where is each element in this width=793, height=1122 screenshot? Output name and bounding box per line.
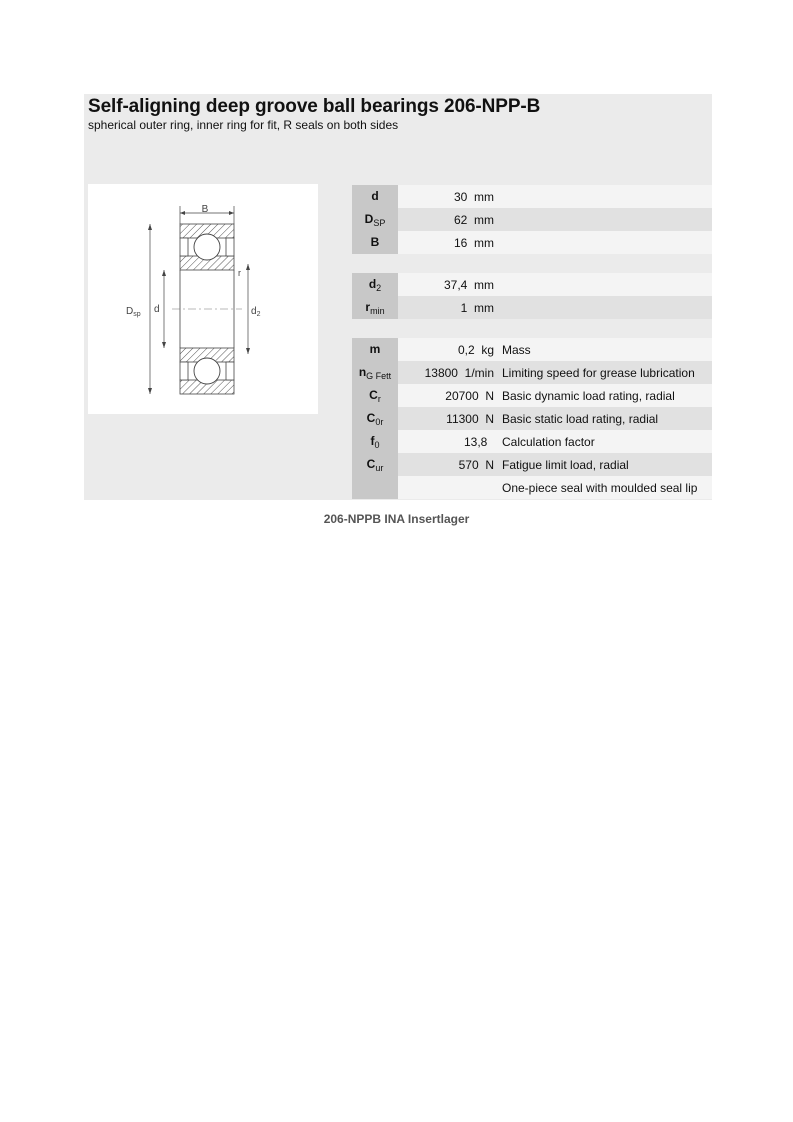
spec-symbol: $C_r$ [352,384,398,407]
dim-label-r: r [238,268,241,278]
spec-value: 11300 N [398,407,500,430]
spec-description: Basic static load rating, radial [500,407,712,430]
spec-symbol: d [352,185,398,208]
dim-label-B: B [201,204,209,215]
spec-row-ngfett [352,361,712,384]
spec-description: Mass [500,338,712,361]
dim-label-d2: d [251,306,257,317]
spec-symbol: $d_2$ [352,273,398,296]
spec-row-cur [352,453,712,476]
product-datasheet [84,94,712,500]
spec-symbol: B [352,231,398,254]
spec-description: One-piece seal with moulded seal lip [500,476,712,499]
spec-row-d2 [352,273,712,296]
spec-table [352,185,712,499]
spec-symbol [352,476,398,499]
spec-row-seal [352,476,712,499]
spec-row-c0r [352,407,712,430]
svg-text:Dsp [126,306,141,318]
dim-label-d: d [154,304,160,315]
spec-value: 37,4 mm [398,273,500,296]
spec-description: Basic dynamic load rating, radial [500,384,712,407]
bearing-cross-section-icon [88,184,318,414]
spec-symbol: $f_0$ [352,430,398,453]
spec-value: 13800 1/min [398,361,500,384]
spec-description [500,208,712,231]
dim-label-Dsp-sub: sp [133,311,141,318]
spec-row-B [352,231,712,254]
spec-symbol: $r_{min}$ [352,296,398,319]
spec-symbol: $C_{ur}$ [352,453,398,476]
spec-symbol: $D_{SP}$ [352,208,398,231]
spec-description [500,273,712,296]
spec-row-d [352,185,712,208]
spec-row-cr [352,384,712,407]
spec-value: 62 mm [398,208,500,231]
spec-description: Fatigue limit load, radial [500,453,712,476]
spec-value: 20700 N [398,384,500,407]
spec-value [398,476,500,499]
spec-symbol: $C_{0r}$ [352,407,398,430]
spec-row-m [352,338,712,361]
spec-description [500,231,712,254]
page-title: Self-aligning deep groove ball bearings 206-NPP-B [88,96,541,117]
page-caption: 206-NPPB INA Insertlager [323,512,470,526]
svg-text:d2 [251,306,261,318]
spec-value: 30 mm [398,185,500,208]
spec-value: 570 N [398,453,500,476]
spec-spacer [352,319,712,338]
spec-value: 0,2 kg [398,338,500,361]
spec-spacer [352,254,712,273]
spec-row-Dsp [352,208,712,231]
spec-description: Limiting speed for grease lubrication [500,361,712,384]
spec-description: Calculation factor [500,430,712,453]
spec-row-f0 [352,430,712,453]
spec-value: 16 mm [398,231,500,254]
spec-row-rmin [352,296,712,319]
page-subtitle: spherical outer ring, inner ring for fit, R seals on both sides [88,118,399,132]
spec-description [500,185,712,208]
spec-symbol: $n_{G Fett}$ [352,361,398,384]
bearing-drawing [88,184,318,414]
dim-label-Dsp: D [126,306,134,317]
spec-description [500,296,712,319]
spec-value: 1 mm [398,296,500,319]
spec-symbol: m [352,338,398,361]
spec-value: 13,8 [398,430,500,453]
dim-label-d2-sub: 2 [256,311,261,318]
